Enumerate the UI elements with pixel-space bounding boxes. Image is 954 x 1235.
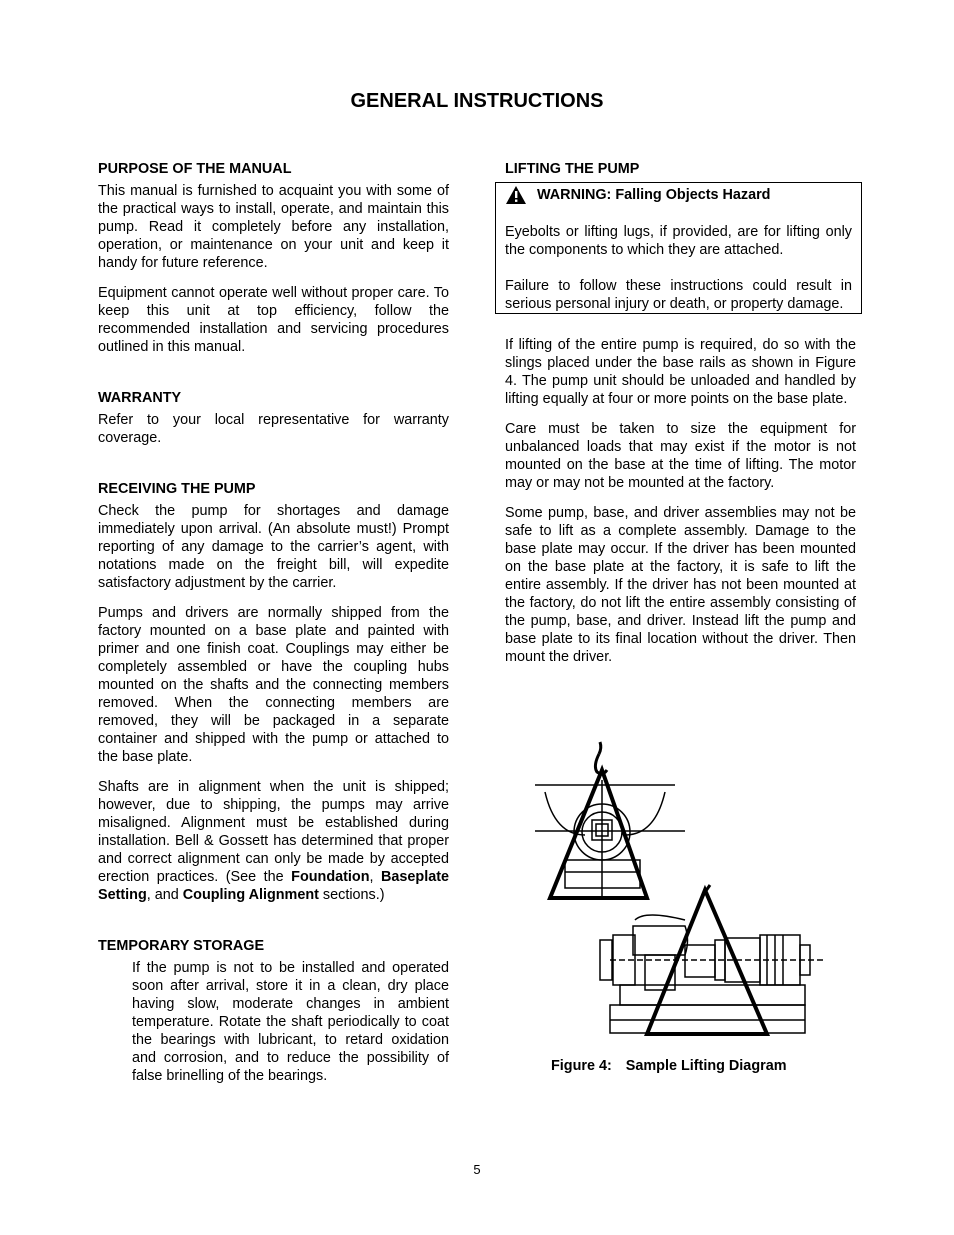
figure-label: Figure 4: — [551, 1058, 612, 1074]
receiving-p3-text: Shafts are in alignment when the unit is shipped; however, due to shipping, the pumps may arrive misaligned. Alignment must be established during installation. Bell & Gossett has determined that proper and correct alignment can only be made by accepted erection practices. (See the — [98, 779, 449, 885]
storage-paragraph: If the pump is not to be installed and operated soon after arrival, store it in a clean, dry place having slow, moderate changes in ambient temperature. Rotate the shaft periodically to coat the bearings with lubricant, to retard oxidation and corrosion, and to reduce the possibility of false brinelling of the bearings. — [132, 960, 449, 1084]
lifting-diagram — [535, 740, 825, 1040]
receiving-paragraph-2: Pumps and drivers are normally shipped from the factory mounted on a base plate and painted with primer and one finish coat. Couplings may either be completely assembled or have the coupling hubs mounted on the shafts and the connecting members removed. When the connecting members are removed, they will be packaged in a separate container and shipped with the pump or attached to the base plate. — [98, 605, 449, 765]
warning-paragraph-1: Eyebolts or lifting lugs, if provided, are for lifting only the components to which they are attached. — [505, 224, 852, 258]
lifting-paragraph-1: If lifting of the entire pump is required, do so with the slings placed under the base rails as shown in Figure 4. The pump unit should be unloaded and handled by lifting equally at four or more points on the base plate. — [505, 337, 856, 407]
warning-header — [505, 185, 852, 205]
right-column — [505, 160, 856, 678]
figure-caption-text: Sample Lifting Diagram — [625, 1058, 787, 1074]
receiving-paragraph-3 — [98, 778, 449, 904]
lifting-paragraph-2: Care must be taken to size the equipment for unbalanced loads that may exist if the motor is not mounted on the base at the time of lifting. The motor may or may not be mounted at the factory. — [505, 421, 856, 491]
section-heading-lifting: LIFTING THE PUMP — [505, 161, 640, 177]
section-heading-warranty: WARRANTY — [98, 390, 182, 406]
page-number: 5 — [473, 1162, 481, 1177]
warning-paragraph-2: Failure to follow these instructions could result in serious personal injury or death, or property damage. — [505, 278, 852, 312]
figure-caption — [551, 1058, 787, 1074]
page-title: GENERAL INSTRUCTIONS — [350, 90, 604, 112]
purpose-paragraph-2: Equipment cannot operate well without proper care. To keep this unit at top efficiency, follow the recommended installation and servicing procedures outlined in this manual. — [98, 285, 449, 355]
warning-title: WARNING: Falling Objects Hazard — [537, 187, 771, 203]
lifting-diagram-figure — [535, 740, 825, 1040]
purpose-paragraph-1: This manual is furnished to acquaint you with some of the practical ways to install, operate, and maintain this pump. Read it completely before any installation, operation, or maintenance on your unit and keep it handy for future reference. — [98, 183, 449, 271]
receiving-paragraph-1: Check the pump for shortages and damage immediately upon arrival. (An absolute must!) Prompt reporting of any damage to the carrier’s agent, with notations made on the freight bill, will expedite satisfactory adjustment by the carrier. — [98, 503, 449, 591]
receiving-p3-end: sections.) — [318, 887, 385, 903]
separator: , — [369, 869, 381, 885]
section-heading-receiving: RECEIVING THE PUMP — [98, 481, 256, 497]
separator: , and — [146, 887, 183, 903]
lifting-paragraph-3: Some pump, base, and driver assemblies may not be safe to lift as a complete assembly. Damage to the base plate may occur. If the driver has been mounted on the base plate at the factory, it is safe to lift the entire assembly. If the driver has not been mounted at the factory, do not lift the entire assembly consisting of the pump, base, and driver. Instead lift the pump and base plate to its final location without the driver. Then mount the driver. — [505, 505, 856, 665]
link-foundation: Foundation — [291, 869, 370, 885]
warning-triangle-icon — [505, 185, 527, 205]
section-heading-storage: TEMPORARY STORAGE — [98, 938, 265, 954]
warning-box — [495, 182, 862, 314]
link-coupling-alignment: Coupling Alignment — [182, 887, 319, 903]
link-baseplate-setting: Baseplate Setting — [98, 869, 449, 903]
section-heading-purpose: PURPOSE OF THE MANUAL — [98, 161, 292, 177]
crane-line — [599, 742, 601, 754]
warranty-paragraph: Refer to your local representative for warranty coverage. — [98, 412, 449, 446]
left-column — [98, 160, 449, 1097]
